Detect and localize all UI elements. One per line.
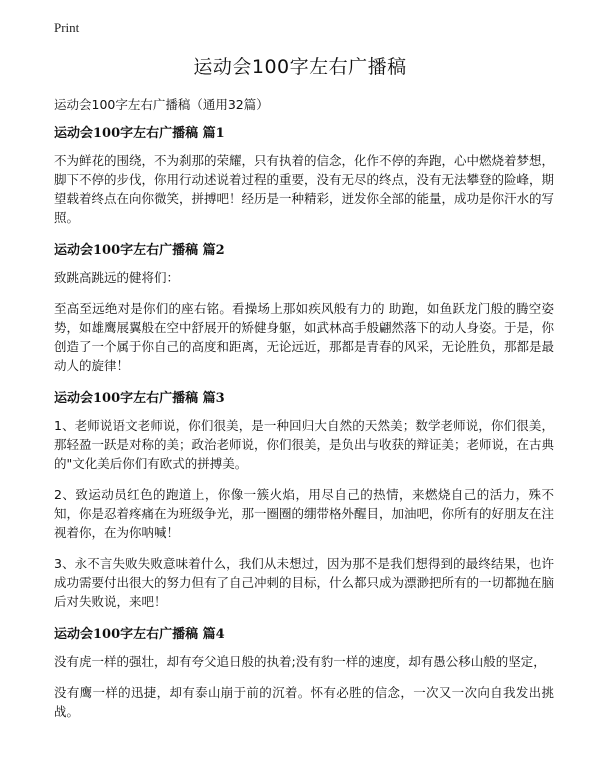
paragraph: 至高至远绝对是你们的座右铭。看操场上那如疾风般有力的 助跑，如鱼跃龙门般的腾空姿势，如雄鹰展翼般在空中舒展开的矫健身躯，如武林高手般翩然落下的动人身姿。于是，你创造了一个属于你自己的高度和距离，无论远近，那都是青春的风采，无论胜负，那都是最动人的旋律！ xyxy=(54,301,555,373)
paragraph: 1、老师说语文老师说，你们很美，是一种回归大自然的天然美；数学老师说，你们很美，那轻盈一跃是对称的美；政治老师说，你们很美，是负出与收获的辩证美；老师说，在古典的"文化美后你们有欧式的拼搏美。 xyxy=(54,418,555,471)
paragraph: 没有鹰一样的迅捷，却有泰山崩于前的沉着。怀有必胜的信念，一次又一次向自我发出挑战。 xyxy=(54,685,554,719)
document-body xyxy=(54,122,554,733)
section-heading-4: 运动会100字左右广播稿 篇4 xyxy=(54,627,225,642)
paragraph: 2、致运动员红色的跑道上，你像一簇火焰，用尽自己的热情，来燃烧自己的活力，殊不知，你是忍着疼痛在为班级争光，那一圈圈的绷带格外醒目，加油吧，你所有的好朋友在注视着你，在为你呐喊！ xyxy=(54,487,555,540)
paragraph: 致跳高跳远的健将们： xyxy=(54,270,180,285)
section-heading-3: 运动会100字左右广播稿 篇3 xyxy=(54,391,225,406)
paragraph: 不为鲜花的围绕，不为刹那的荣耀，只有执着的信念，化作不停的奔跑，心中燃烧着梦想，脚下不停的步伐，你用行动述说着过程的重要，没有无尽的终点，没有无法攀登的险峰，期望载着终点在向你微笑，拼搏吧！经历是一种精彩，迸发你全部的能量，成功是你汗水的写照。 xyxy=(54,153,555,225)
paragraph: 没有虎一样的强壮，却有夸父追日般的执着;没有豹一样的速度，却有愚公移山般的坚定， xyxy=(54,654,546,669)
print-link[interactable]: Print xyxy=(54,20,80,35)
document-subtitle: 运动会100字左右广播稿（通用32篇） xyxy=(54,97,269,112)
paragraph: 3、永不言失败失败意味着什么，我们从未想过，因为那不是我们想得到的最终结果，也许成功需要付出很大的努力但有了自己冲刺的目标，什么都只成为漂渺把所有的一切都抛在脑后对失败说，来吧！ xyxy=(54,556,555,609)
section-heading-1: 运动会100字左右广播稿 篇1 xyxy=(54,126,225,141)
page-title: 运动会100字左右广播稿 xyxy=(193,56,407,78)
section-heading-2: 运动会100字左右广播稿 篇2 xyxy=(54,243,225,258)
